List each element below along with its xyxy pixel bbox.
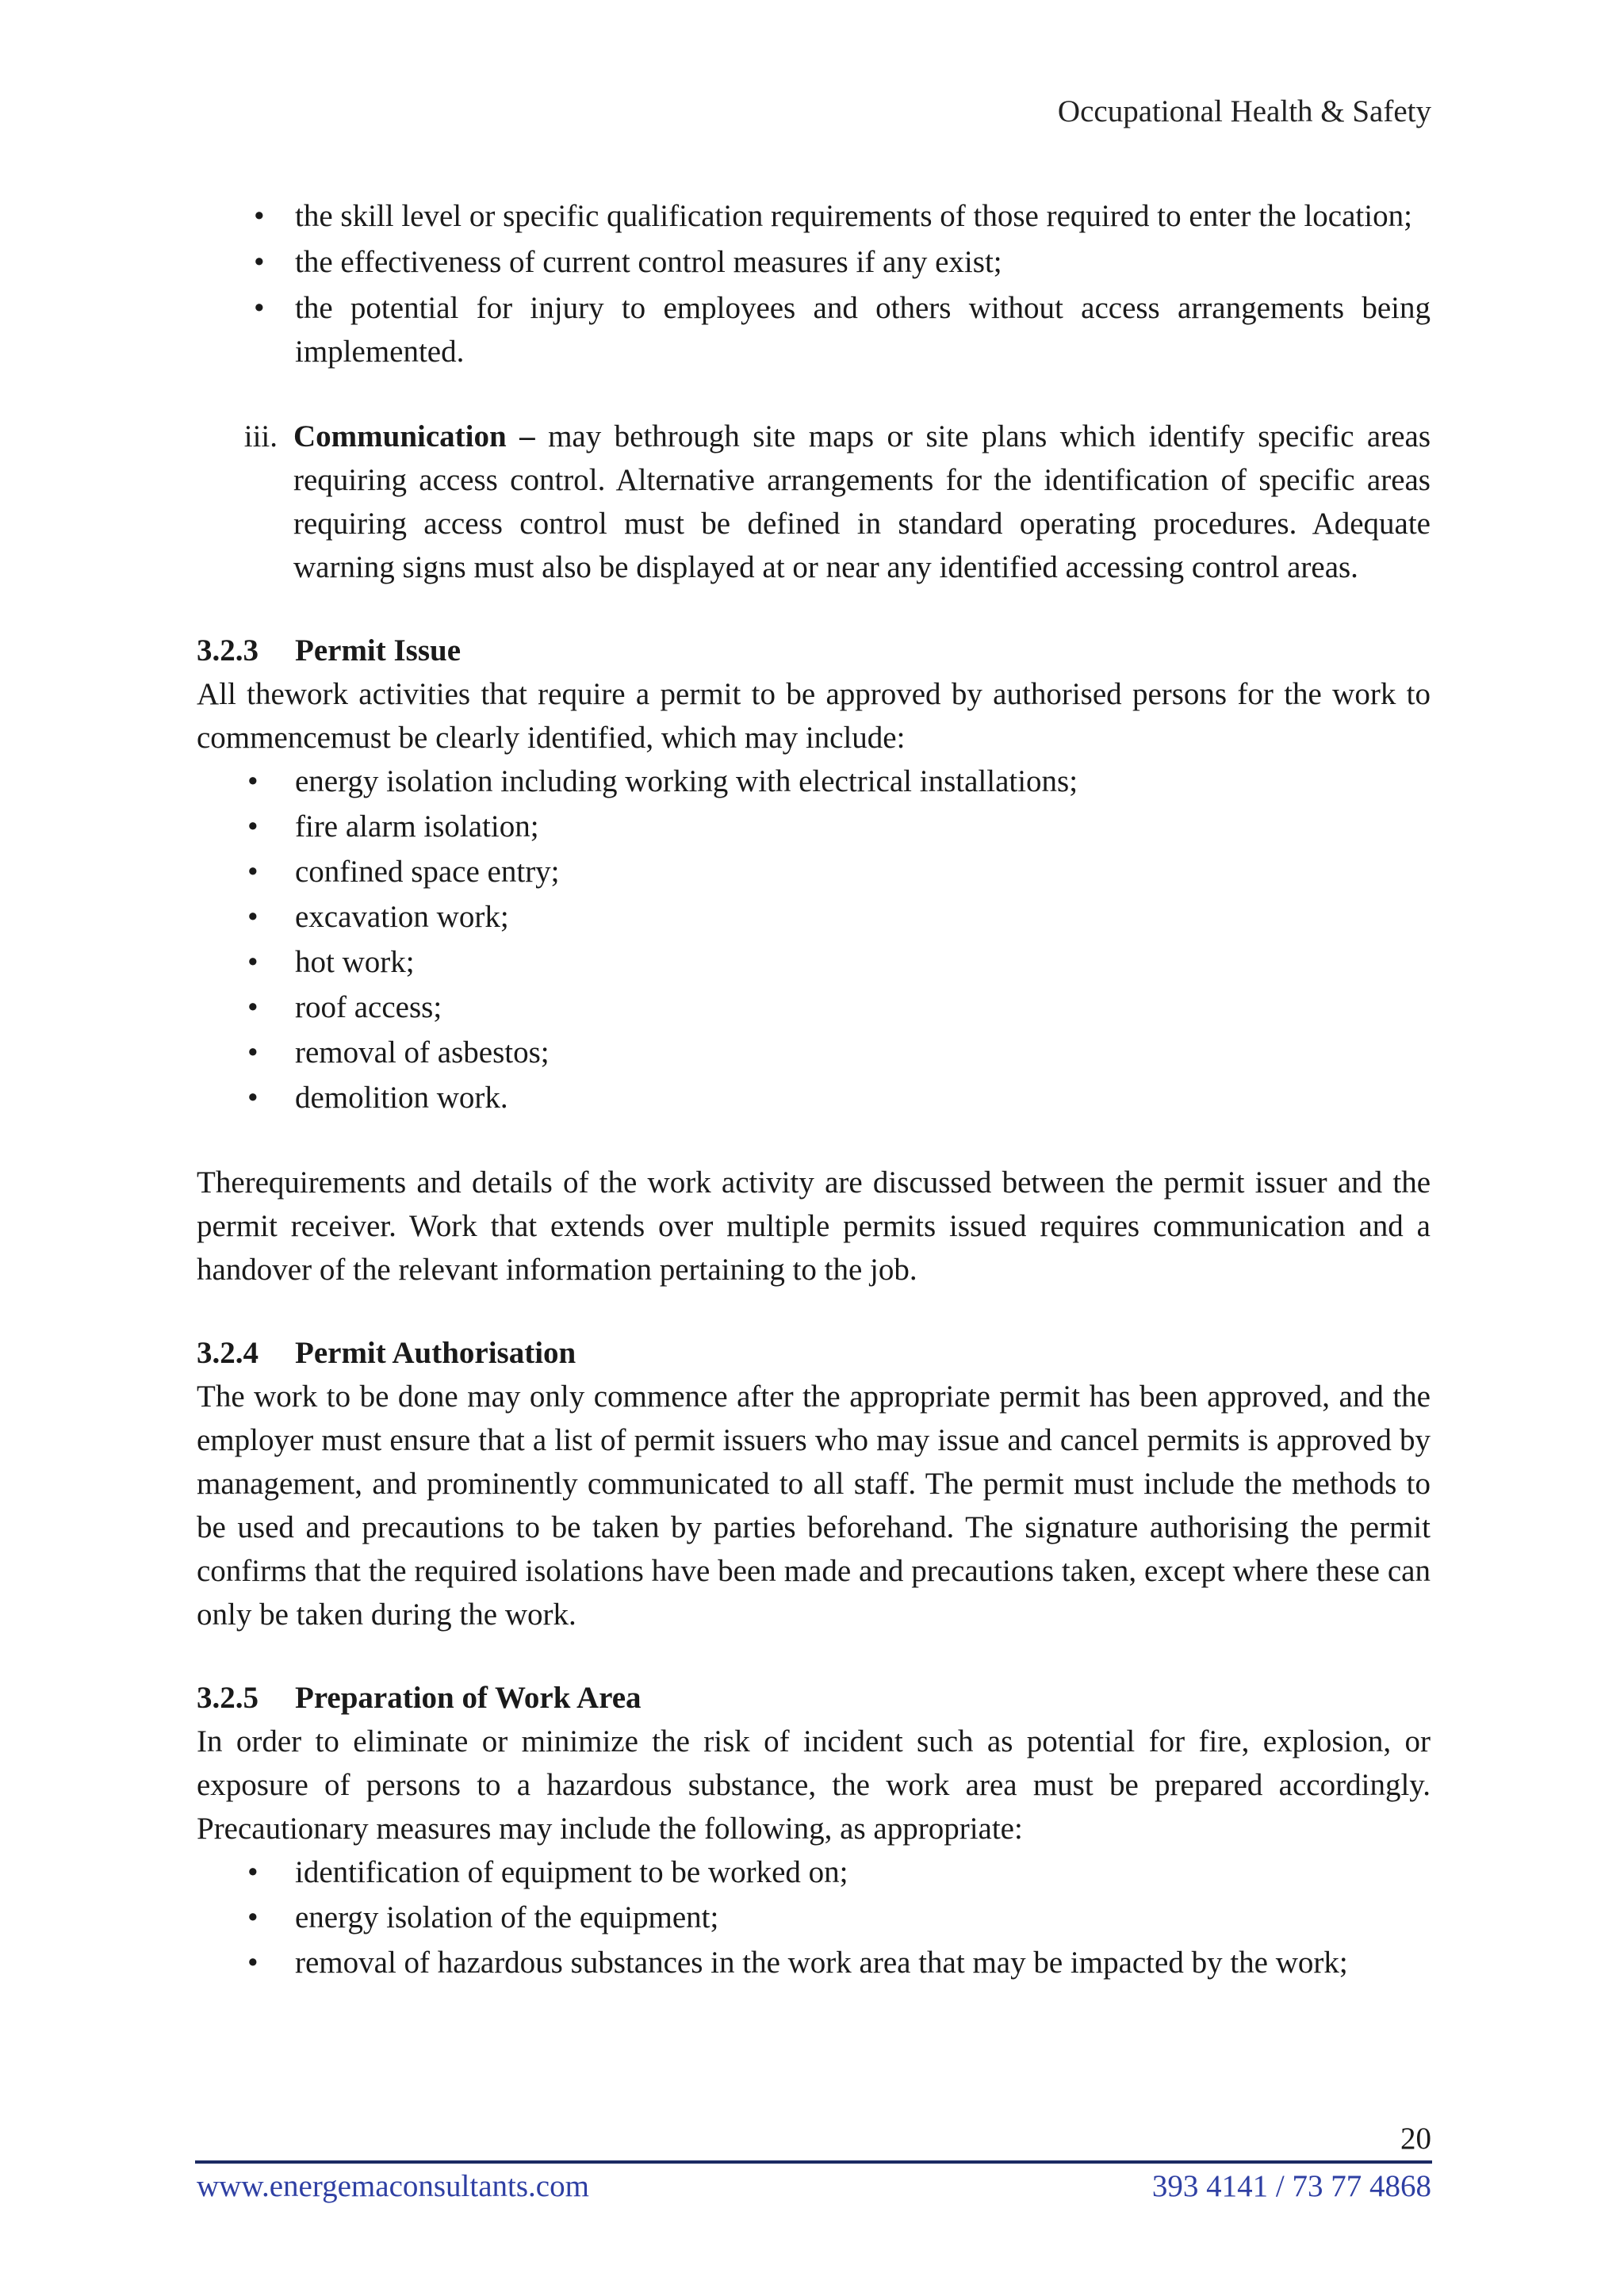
list-item: • hot work; bbox=[197, 940, 1431, 984]
list-item: • the effectiveness of current control measures if any exist; bbox=[197, 240, 1431, 284]
page-number: 20 bbox=[1400, 2122, 1431, 2156]
bullet-icon: • bbox=[247, 1035, 259, 1070]
bullet-icon: • bbox=[247, 945, 259, 979]
precaution-bullet-list bbox=[197, 1850, 1431, 1984]
bullet-icon: • bbox=[247, 855, 259, 889]
list-item: • identification of equipment to be worked on; bbox=[197, 1850, 1431, 1894]
list-item: • excavation work; bbox=[197, 895, 1431, 939]
list-item: • removal of hazardous substances in the work area that may be impacted by the work; bbox=[197, 1941, 1431, 1984]
item-iii-communication bbox=[197, 415, 1431, 589]
section-3-2-4-paragraph: The work to be done may only commence after the appropriate permit has been approved, and the employer must ensure that a list of permit issuers who may issue and cancel permits is approved by management, and prominently communicated to all staff. The permit must include the methods to be used and precautions to be taken by parties beforehand. The signature authorising the permit confirms that the required isolations have been made and precautions taken, except where these can only be taken during the work. bbox=[197, 1380, 1431, 1632]
section-3-2-3-paragraph: Therequirements and details of the work activity are discussed between the permit issuer and the permit receiver. Work that extends over multiple permits issued requires communication and a handover of the relevant information pertaining to the job. bbox=[197, 1165, 1431, 1287]
list-item: • energy isolation of the equipment; bbox=[197, 1896, 1431, 1939]
list-item: • the skill level or specific qualification requirements of those required to enter the location; bbox=[197, 194, 1431, 238]
permit-bullet-list bbox=[197, 760, 1431, 1119]
section-heading-3-2-4: 3.2.4 Permit Authorisation bbox=[197, 1336, 576, 1370]
item-number: iii. bbox=[243, 419, 278, 453]
list-item: • the potential for injury to employees and others without access arrangements being implemented. bbox=[197, 286, 1431, 373]
bullet-icon: • bbox=[254, 291, 265, 325]
bullet-icon: • bbox=[247, 990, 259, 1024]
bullet-icon: • bbox=[247, 1900, 259, 1934]
page-content bbox=[197, 194, 1431, 1986]
list-item: • demolition work. bbox=[197, 1076, 1431, 1119]
bullet-icon: • bbox=[247, 1855, 259, 1889]
footer-rule bbox=[195, 2160, 1432, 2164]
list-item: • roof access; bbox=[197, 985, 1431, 1029]
section-3-2-3-intro: All thework activities that require a permit to be approved by authorised persons for the work to commencemust be clearly identified, which may include: bbox=[197, 677, 1431, 755]
bullet-icon: • bbox=[247, 809, 259, 844]
bullet-icon: • bbox=[254, 199, 265, 233]
section-heading-3-2-5: 3.2.5 Preparation of Work Area bbox=[197, 1681, 642, 1715]
list-item: • removal of asbestos; bbox=[197, 1031, 1431, 1074]
bullet-icon: • bbox=[247, 1081, 259, 1115]
section-heading-3-2-3: 3.2.3 Permit Issue bbox=[197, 633, 462, 668]
bullet-icon: • bbox=[247, 1946, 259, 1980]
running-header: Occupational Health & Safety bbox=[1057, 94, 1431, 128]
item-dash: – bbox=[519, 419, 535, 453]
item-term: Communication bbox=[293, 419, 507, 453]
intro-bullet-list bbox=[197, 194, 1431, 373]
item-text: may bethrough site maps or site plans which identify specific areas requiring access control. Alternative arrangements for the identification of specific areas requiring access control must be defined in standard operating procedures. Adequate warning signs must also be displayed at or near any identified accessing control areas. bbox=[293, 419, 1431, 584]
bullet-icon: • bbox=[247, 764, 259, 798]
footer-website-link[interactable]: www.energemaconsultants.com bbox=[197, 2169, 589, 2203]
list-item: • fire alarm isolation; bbox=[197, 805, 1431, 848]
section-3-2-5-intro: In order to eliminate or minimize the risk of incident such as potential for fire, explosion, or exposure of persons to a hazardous substance, the work area must be prepared accordingly. Precautionary measures may include the following, as appropriate: bbox=[197, 1724, 1431, 1846]
list-item: • confined space entry; bbox=[197, 850, 1431, 894]
list-item: • energy isolation including working with electrical installations; bbox=[197, 760, 1431, 803]
bullet-icon: • bbox=[247, 900, 259, 934]
footer-phone: 393 4141 / 73 77 4868 bbox=[1151, 2169, 1431, 2203]
bullet-icon: • bbox=[254, 245, 265, 279]
